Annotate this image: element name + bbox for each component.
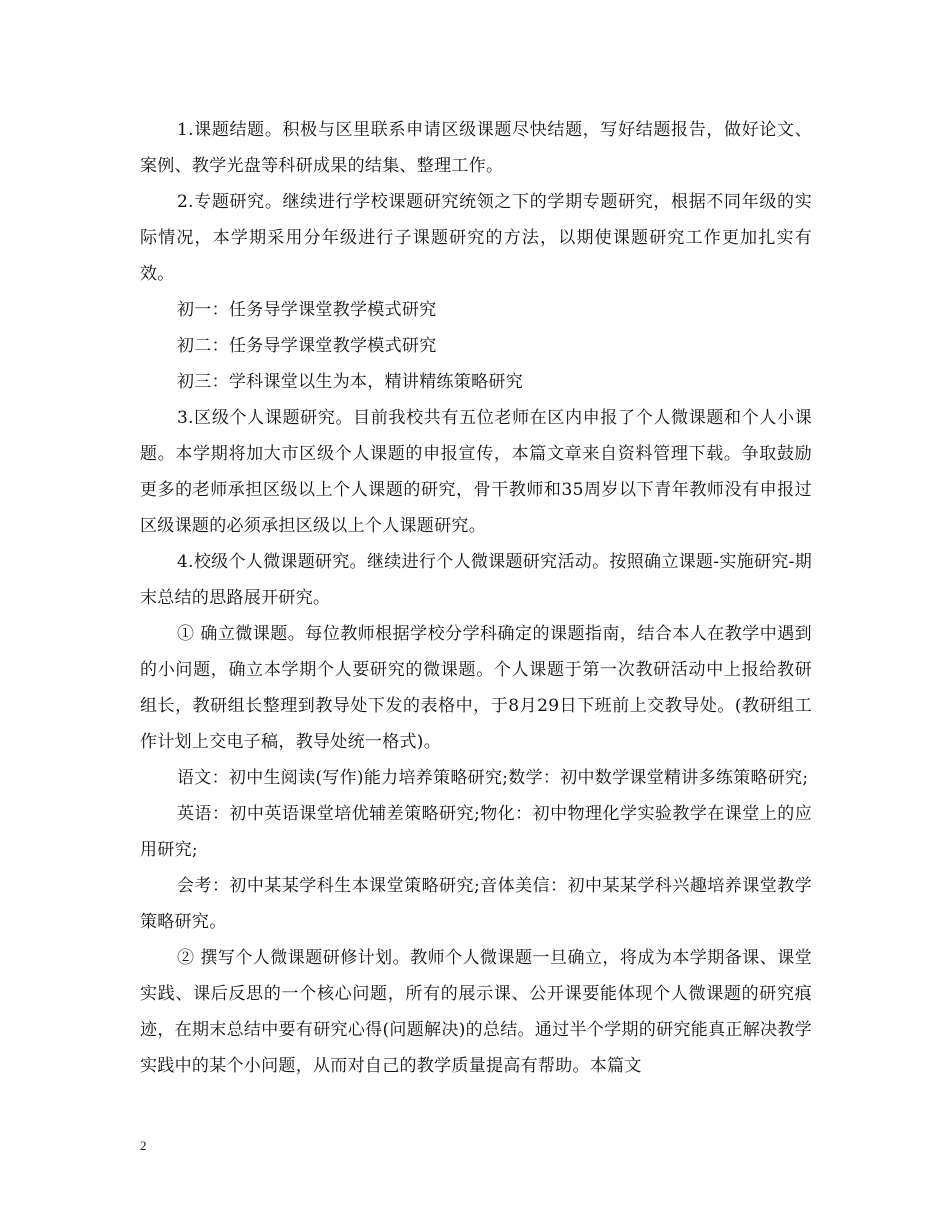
document-body xyxy=(140,112,812,1084)
paragraph-establish-topic: ① 确立微课题。每位教师根据学校分学科确定的课题指南，结合本人在教学中遇到的小问题，确立本学期个人要研究的微课题。个人课题于第一次教研活动中上报给教研组长，教研组长整理到教导处下发的表格中，于8月29日下班前上交教导处。(教研组工作计划上交电子稿，教导处统一格式)。 xyxy=(140,624,812,752)
paragraph-district-research: 3.区级个人课题研究。目前我校共有五位老师在区内申报了个人微课题和个人小课题。本学期将加大市区级个人课题的申报宣传，本篇文章来自资料管理下载。争取鼓励更多的老师承担区级以上个人课题的研究，骨干教师和35周岁以下青年教师没有申报过区级课题的必须承担区级以上个人课题研究。 xyxy=(140,408,812,536)
paragraph-grade-two: 初二：任务导学课堂教学模式研究 xyxy=(177,336,437,356)
paragraph-research-plan: ② 撰写个人微课题研修计划。教师个人微课题一旦确立，将成为本学期备课、课堂实践、课后反思的一个核心问题，所有的展示课、公开课要能体现个人微课题的研究痕迹，在期末总结中要有研究心得(问题解决)的总结。通过半个学期的研究能真正解决教学实践中的某个小问题，从而对自己的教学质量提高有帮助。本篇文 xyxy=(140,948,812,1076)
page-number: 2 xyxy=(140,1138,147,1153)
paragraph-special-research: 2.专题研究。继续进行学校课题研究统领之下的学期专题研究，根据不同年级的实际情况，本学期采用分年级进行子课题研究的方法，以期使课题研究工作更加扎实有效。 xyxy=(140,192,812,284)
paragraph-topic-conclusion: 1.课题结题。积极与区里联系申请区级课题尽快结题，写好结题报告，做好论文、案例、教学光盘等科研成果的结集、整理工作。 xyxy=(140,120,812,176)
paragraph-school-micro-research: 4.校级个人微课题研究。继续进行个人微课题研究活动。按照确立课题-实施研究-期末总结的思路展开研究。 xyxy=(140,552,812,608)
paragraph-chinese-math: 语文：初中生阅读(写作)能力培养策略研究;数学：初中数学课堂精讲多练策略研究; xyxy=(177,768,809,788)
paragraph-grade-one: 初一：任务导学课堂教学模式研究 xyxy=(177,300,437,320)
paragraph-exam-arts: 会考：初中某某学科生本课堂策略研究;音体美信：初中某某学科兴趣培养课堂教学策略研究。 xyxy=(140,876,812,932)
paragraph-grade-three: 初三：学科课堂以生为本，精讲精练策略研究 xyxy=(177,372,523,392)
paragraph-english-science: 英语：初中英语课堂培优辅差策略研究;物化：初中物理化学实验教学在课堂上的应用研究; xyxy=(140,804,812,860)
